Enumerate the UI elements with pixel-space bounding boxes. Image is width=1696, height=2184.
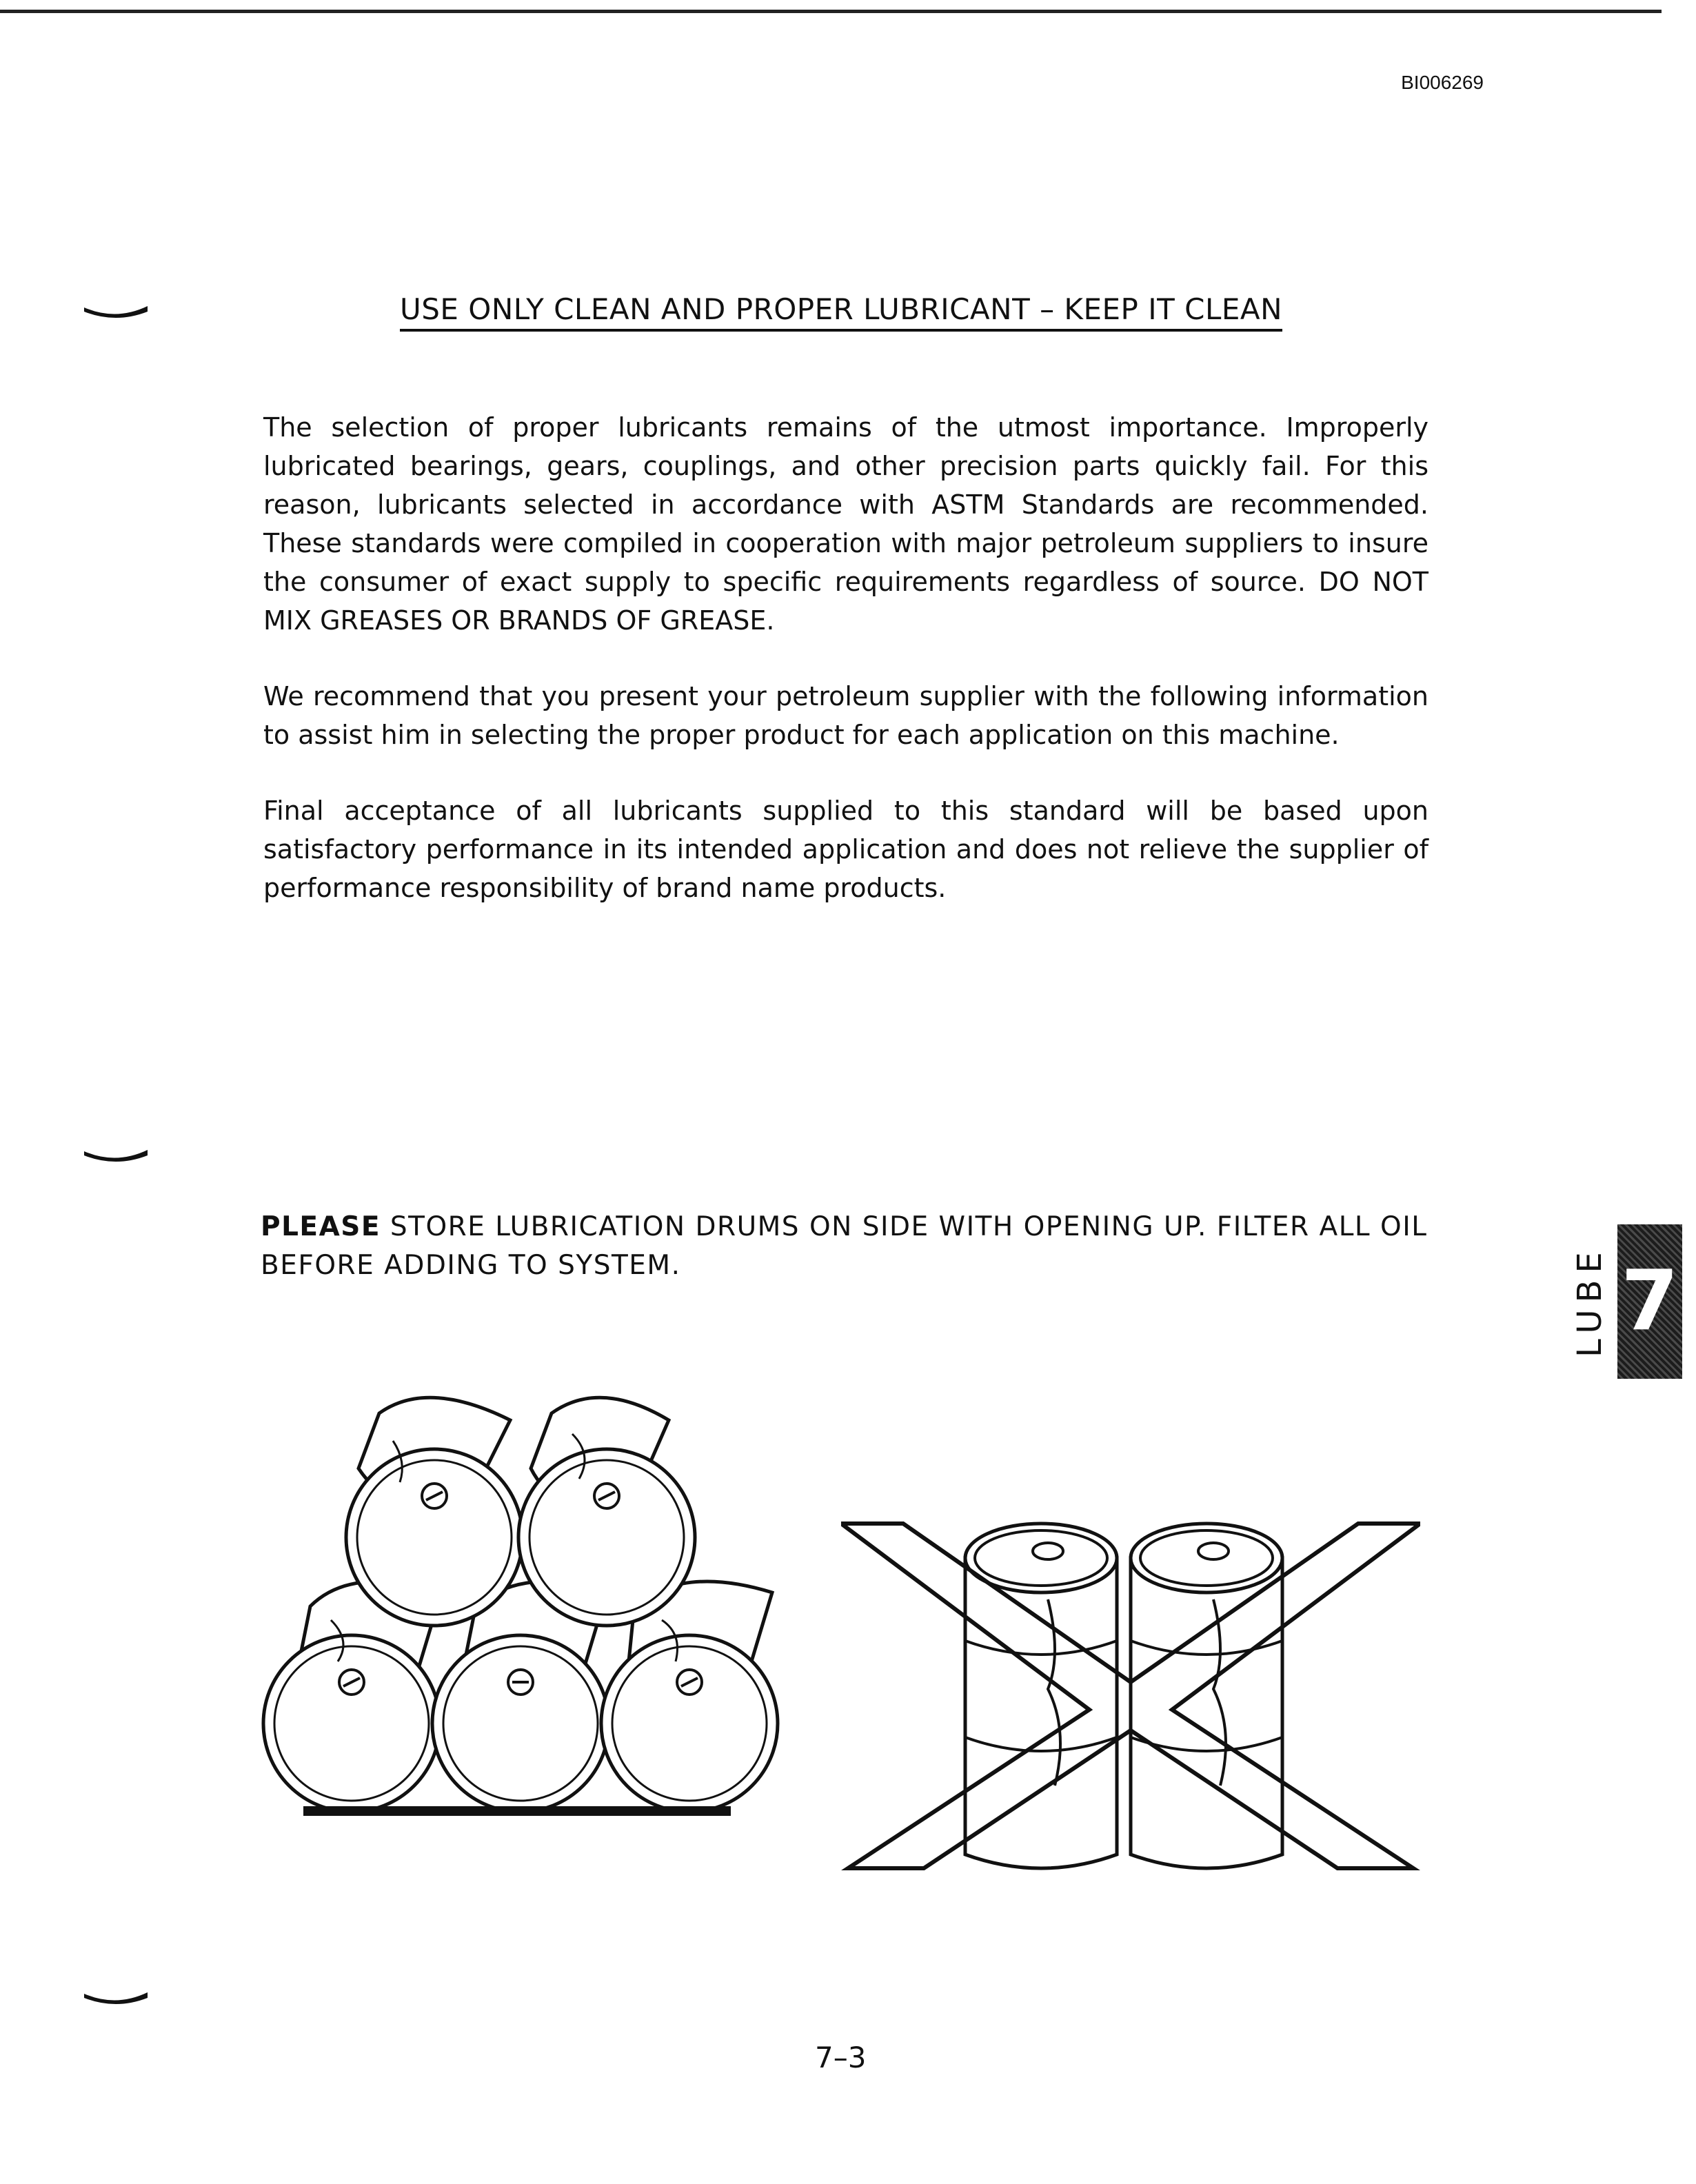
paragraph-final-acceptance: Final acceptance of all lubricants supplied to this standard will be based upon satisfactory performance in its intended application and does not relieve the supplier of performance responsibility of brand name products. bbox=[263, 796, 1429, 903]
section-tab bbox=[1562, 1224, 1682, 1379]
storage-note-lead: PLEASE bbox=[261, 1211, 381, 1242]
top-rule bbox=[0, 10, 1662, 13]
binding-mark-icon bbox=[84, 1990, 148, 2010]
paragraph-lubricant-selection: The selection of proper lubricants remains of the utmost importance. Improperly lubricated bearings, gears, couplings, and other precision parts quickly fail. For this reason, lubricants selected in accordance with ASTM Standards are recommended. These standards were compiled in cooperation with major petroleum suppliers to insure the consumer of exact supply to specific requirements regardless of source. DO NOT MIX GREASES OR BRANDS OF GREASE. bbox=[263, 412, 1429, 636]
drums-on-side-illustration bbox=[248, 1358, 814, 1841]
page-number: 7–3 bbox=[815, 2041, 867, 2074]
section-tab-number: 7 bbox=[1621, 1253, 1679, 1349]
drums-upright-crossed-out-illustration bbox=[841, 1510, 1420, 1882]
section-tab-label: LUBE bbox=[1571, 1245, 1609, 1358]
document-id: BI006269 bbox=[1401, 72, 1484, 93]
paragraph-supplier-recommendation: We recommend that you present your petroleum supplier with the following information to assist him in selecting the proper product for each application on this machine. bbox=[263, 681, 1429, 750]
binding-mark-icon bbox=[84, 1147, 148, 1168]
binding-mark-icon bbox=[84, 303, 148, 324]
page-heading: USE ONLY CLEAN AND PROPER LUBRICANT – KEEP IT CLEAN bbox=[400, 292, 1282, 332]
storage-note bbox=[261, 1208, 1433, 1285]
storage-note-text: STORE LUBRICATION DRUMS ON SIDE WITH OPENING UP. FILTER ALL OIL BEFORE ADDING TO SYSTEM. bbox=[261, 1211, 1428, 1281]
